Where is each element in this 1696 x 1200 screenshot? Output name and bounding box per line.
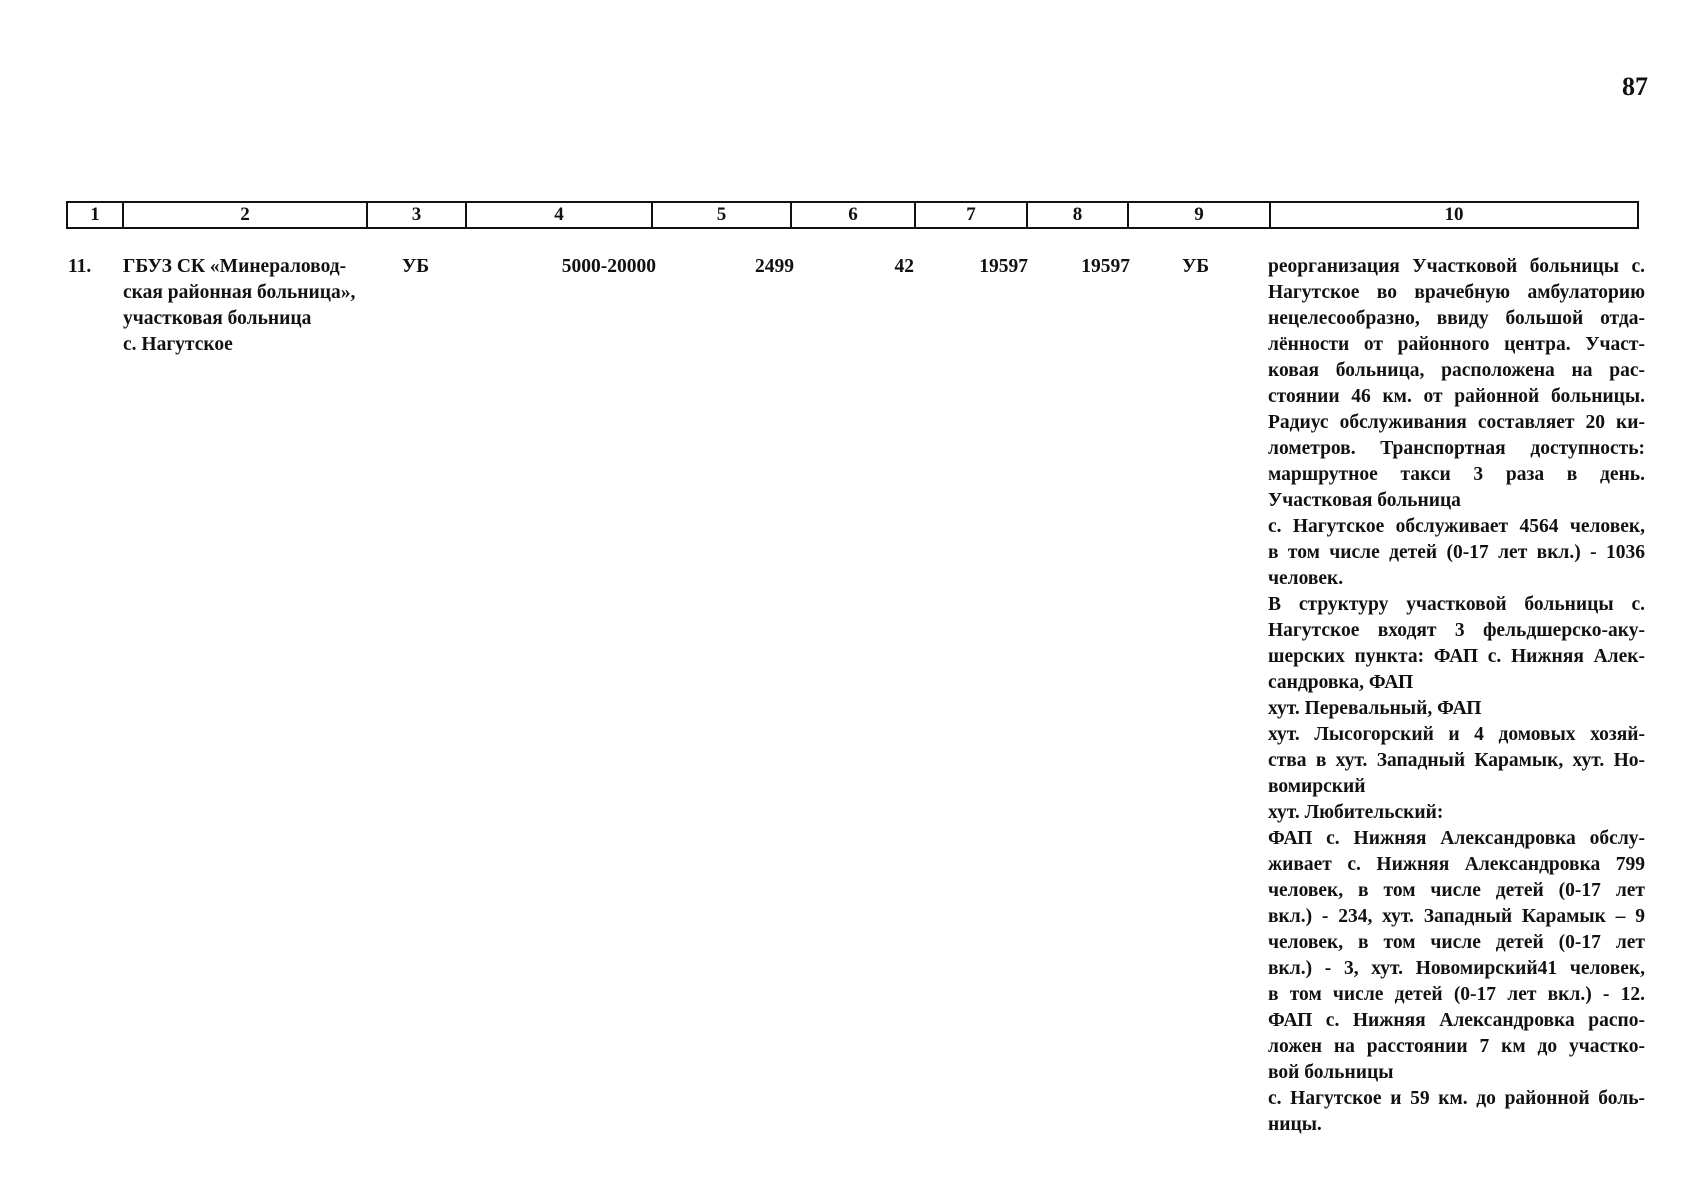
description-line: человек, в том числе детей (0-17 лет [1268,932,1645,953]
description-line: вой больницы [1268,1062,1394,1083]
column-header-10: 10 [1444,204,1464,225]
description-line: человек, в том числе детей (0-17 лет [1268,880,1645,901]
description-line: с. Нагутское обслуживает 4564 человек, [1268,516,1645,537]
column-6-value: 42 [894,256,914,277]
column-header-8: 8 [1028,203,1129,227]
column-header-3: 3 [368,203,467,227]
description-line: шерских пункта: ФАП с. Нижняя Алек- [1268,646,1645,667]
description-line: нецелесообразно, ввиду большой отда- [1268,308,1645,329]
description-line: вкл.) - 234, хут. Западный Карамык – 9 [1268,906,1645,927]
description-line: лённости от районного центра. Участ- [1268,334,1645,355]
column-9-value: УБ [1182,256,1210,277]
column-header-7: 7 [916,203,1028,227]
column-header-row [66,201,1639,229]
population-range: 5000-20000 [561,256,656,277]
column-7-value: 19597 [979,256,1028,277]
institution-name-line: ская районная больница», [123,282,356,303]
description-line: хут. Перевальный, ФАП [1268,698,1482,719]
description-line: Нагутское входят 3 фельдшерско-аку- [1268,620,1645,641]
description-line: ФАП с. Нижняя Александровка распо- [1268,1010,1645,1031]
description-line: с. Нагутское и 59 км. до районной боль- [1268,1088,1645,1109]
description-line: Нагутское во врачебную амбулаторию [1268,282,1645,303]
description-line: ства в хут. Западный Карамык, хут. Но- [1268,750,1645,771]
description-line: Радиус обслуживания составляет 20 ки- [1268,412,1645,433]
column-header-5: 5 [653,203,792,227]
institution-name-line: участковая больница [123,308,312,329]
page-number: 87 [1622,72,1648,101]
column-8-value: 19597 [1081,256,1130,277]
description-line: В структуру участковой больницы с. [1268,594,1645,615]
description-line: вкл.) - 3, хут. Новомирский41 человек, [1268,958,1645,979]
column-header-9: 9 [1129,203,1271,227]
column-header-6: 6 [792,203,916,227]
column-header-1: 1 [68,203,124,227]
description-line: живает с. Нижняя Александровка 799 [1268,854,1645,875]
description [1268,254,1645,1138]
description-line: в том числе детей (0-17 лет вкл.) - 1036 [1268,542,1645,563]
institution-type: УБ [402,256,430,277]
description-line: в том числе детей (0-17 лет вкл.) - 12. [1268,984,1645,1005]
description-line: лометров. Транспортная доступность: [1268,438,1645,459]
institution-name [123,254,373,358]
description-line: сандровка, ФАП [1268,672,1414,693]
description-line: стоянии 46 км. от районной больницы. [1268,386,1645,407]
description-line: хут. Лысогорский и 4 домовых хозяй- [1268,724,1645,745]
description-line: ковая больница, расположена на рас- [1268,360,1645,381]
institution-name-line: ГБУЗ СК «Минераловод- [123,256,347,277]
column-header-2: 2 [124,203,368,227]
description-line: хут. Любительский: [1268,802,1444,823]
description-line: реорганизация Участковой больницы с. [1268,256,1645,277]
column-header-4: 4 [467,203,653,227]
row-number: 11. [68,256,92,277]
description-line: ницы. [1268,1114,1322,1135]
description-line: маршрутное такси 3 раза в день. [1268,464,1645,485]
description-line: вомирский [1268,776,1366,797]
column-5-value: 2499 [755,256,794,277]
description-line: человек. [1268,568,1344,589]
description-line: Участковая больница [1268,490,1461,511]
institution-name-line: с. Нагутское [123,334,233,355]
description-line: ложен на расстоянии 7 км до участко- [1268,1036,1645,1057]
description-line: ФАП с. Нижняя Александровка обслу- [1268,828,1645,849]
